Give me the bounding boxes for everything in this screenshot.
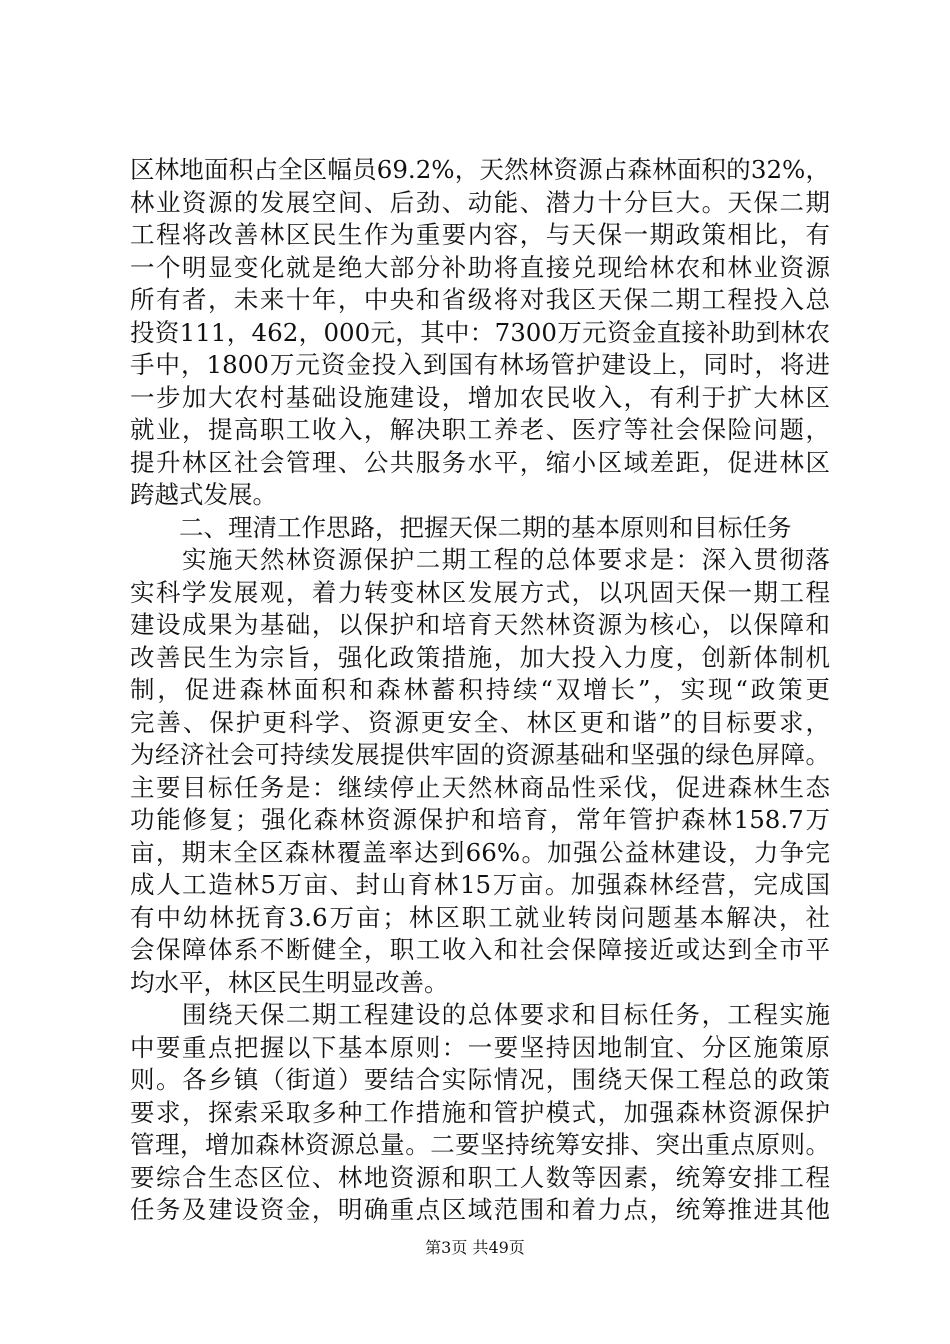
text-line: 管理，增加森林资源总量。二要坚持统筹安排、突出重点原则。 bbox=[130, 1130, 830, 1159]
text-line: 一个明显变化就是绝大部分补助将直接兑现给林农和林业资源 bbox=[130, 252, 830, 282]
text-line: 则。各乡镇（街道）要结合实际情况，围绕天保工程总的政策 bbox=[130, 1065, 830, 1094]
page-footer: 第3页 共49页 bbox=[425, 1238, 525, 1257]
text-line: 成人工造林5万亩、封山育林15万亩。加强森林经营，完成国 bbox=[130, 870, 830, 899]
text-line: 完善、保护更科学、资源更安全、林区更和谐”的目标要求， bbox=[130, 707, 830, 737]
text-line: 实施天然林资源保护二期工程的总体要求是：深入贯彻落 bbox=[130, 545, 830, 574]
text-line: 实科学发展观，着力转变林区发展方式，以巩固天保一期工程 bbox=[130, 577, 830, 607]
text-line: 手中，1800万元资金投入到国有林场管护建设上，同时，将进 bbox=[130, 350, 830, 379]
text-line: 任务及建设资金，明确重点区域范围和着力点，统筹推进其他 bbox=[130, 1195, 830, 1224]
text-line: 要综合生态区位、林地资源和职工人数等因素，统筹安排工程 bbox=[130, 1162, 830, 1192]
text-line: 提升林区社会管理、公共服务水平，缩小区域差距，促进林区 bbox=[130, 447, 830, 477]
text-line: 建设成果为基础，以保护和培育天然林资源为核心，以保障和 bbox=[130, 610, 830, 639]
text-line: 工程将改善林区民生作为重要内容，与天保一期政策相比，有 bbox=[130, 220, 830, 249]
text-line: 中要重点把握以下基本原则：一要坚持因地制宜、分区施策原 bbox=[130, 1032, 830, 1062]
text-line: 围绕天保二期工程建设的总体要求和目标任务，工程实施 bbox=[130, 1000, 830, 1029]
text-line: 所有者，未来十年，中央和省级将对我区天保二期工程投入总 bbox=[130, 285, 830, 314]
text-line: 制，促进森林面积和森林蓄积持续“双增长”，实现“政策更 bbox=[130, 675, 830, 704]
text-line: 要求，探索采取多种工作措施和管护模式，加强森林资源保护 bbox=[130, 1097, 830, 1127]
text-line: 一步加大农村基础设施建设，增加农民收入，有利于扩大林区 bbox=[130, 382, 830, 412]
body-text bbox=[130, 154, 830, 1227]
text-line: 改善民生为宗旨，强化政策措施，加大投入力度，创新体制机 bbox=[130, 642, 830, 672]
text-line: 区林地面积占全区幅员69.2%，天然林资源占森林面积的32%， bbox=[130, 155, 830, 184]
text-line: 有中幼林抚育3.6万亩；林区职工就业转岗问题基本解决，社 bbox=[130, 902, 830, 932]
section-heading: 二、理清工作思路，把握天保二期的基本原则和目标任务 bbox=[130, 512, 792, 542]
text-line: 林业资源的发展空间、后劲、动能、潜力十分巨大。天保二期 bbox=[130, 187, 830, 217]
text-line: 跨越式发展。 bbox=[130, 480, 277, 509]
text-line: 亩，期末全区森林覆盖率达到66%。加强公益林建设，力争完 bbox=[130, 837, 830, 867]
text-line: 为经济社会可持续发展提供牢固的资源基础和坚强的绿色屏障。 bbox=[130, 740, 830, 769]
text-line: 会保障体系不断健全，职工收入和社会保障接近或达到全市平 bbox=[130, 935, 830, 964]
text-line: 主要目标任务是：继续停止天然林商品性采伐，促进森林生态 bbox=[130, 772, 830, 802]
text-line: 就业，提高职工收入，解决职工养老、医疗等社会保险问题， bbox=[130, 415, 830, 444]
text-line: 均水平，林区民生明显改善。 bbox=[130, 967, 449, 997]
text-line: 功能修复；强化森林资源保护和培育，常年管护森林158.7万 bbox=[130, 805, 830, 834]
text-line: 投资111，462，000元，其中：7300万元资金直接补助到林农 bbox=[130, 317, 830, 347]
